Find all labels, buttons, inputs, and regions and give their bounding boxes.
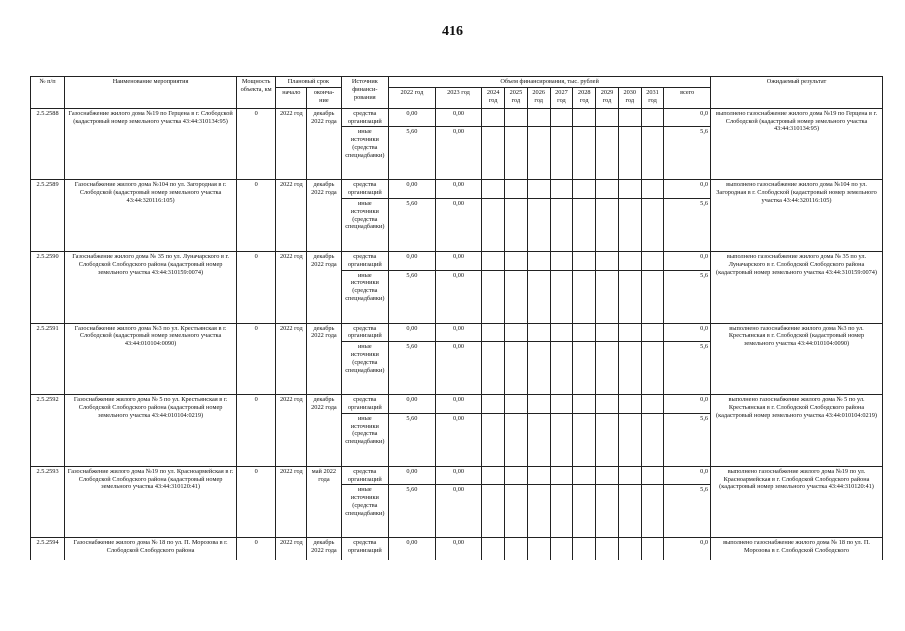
row-name: Газоснабжение жилого дома № 18 по ул. П. Морозова в г. Слободской Слободского района	[65, 538, 237, 560]
row-capacity: 0	[236, 466, 275, 538]
row-value-2022: 0,00	[389, 108, 436, 127]
row-capacity: 0	[236, 538, 275, 560]
row-value-empty	[550, 108, 573, 127]
row-source: иные источники (средства спецнадбавки)	[341, 342, 389, 395]
row-value-empty	[482, 251, 505, 270]
row-value-empty	[618, 323, 641, 342]
row-value-empty	[641, 395, 664, 414]
row-value-2023: 0,00	[435, 108, 482, 127]
row-value-empty	[596, 198, 619, 251]
row-value-empty	[573, 395, 596, 414]
table-row	[31, 180, 883, 199]
row-source: средства организаций	[341, 466, 389, 485]
row-value-empty	[573, 323, 596, 342]
col-year-header: 2026 год	[527, 87, 550, 108]
row-result: выполнено газоснабжение жилого дома №3 по ул. Крестьянская в г. Слободской (кадастровый номер земельного участка 43:44:010104:0090)	[711, 323, 883, 395]
row-value-empty	[618, 270, 641, 323]
row-value-empty	[505, 270, 528, 323]
row-result: выполнено газоснабжение жилого дома №19 по ул. Красноармейская в г. Слободской Слободского района (кадастровый номер земельного участка 43:44:310120:41)	[711, 466, 883, 538]
row-value-empty	[618, 198, 641, 251]
row-value-empty	[527, 395, 550, 414]
row-total: 5,6	[664, 127, 711, 180]
col-capacity-header: Мощность объекта, км	[236, 77, 275, 109]
row-value-empty	[573, 485, 596, 538]
row-value-empty	[573, 270, 596, 323]
row-value-2022: 5,60	[389, 198, 436, 251]
row-value-empty	[641, 323, 664, 342]
row-value-empty	[527, 323, 550, 342]
row-value-empty	[618, 466, 641, 485]
row-source: средства организаций	[341, 180, 389, 199]
col-name-header: Наименование мероприятия	[65, 77, 237, 109]
row-source: иные источники (средства спецнадбавки)	[341, 485, 389, 538]
row-value-empty	[550, 270, 573, 323]
row-value-empty	[596, 180, 619, 199]
row-value-empty	[550, 466, 573, 485]
row-total: 0,0	[664, 466, 711, 485]
row-name: Газоснабжение жилого дома №104 по ул. Загородная в г. Слободской (кадастровый номер земельного участка 43:44:320116:105)	[65, 180, 237, 252]
row-value-empty	[527, 198, 550, 251]
row-start: 2022 год	[276, 466, 307, 538]
row-value-empty	[641, 466, 664, 485]
row-source: средства организаций	[341, 323, 389, 342]
col-year-header: 2022 год	[389, 87, 436, 108]
row-source: иные источники (средства спецнадбавки)	[341, 413, 389, 466]
row-value-empty	[550, 342, 573, 395]
row-value-2022: 0,00	[389, 538, 436, 560]
row-value-empty	[482, 466, 505, 485]
row-value-2022: 0,00	[389, 395, 436, 414]
table-row	[31, 108, 883, 127]
row-value-2022: 5,60	[389, 342, 436, 395]
row-value-2022: 0,00	[389, 251, 436, 270]
row-total: 0,0	[664, 538, 711, 560]
row-value-empty	[596, 342, 619, 395]
row-value-empty	[573, 538, 596, 560]
row-value-empty	[527, 270, 550, 323]
row-source: средства организаций	[341, 251, 389, 270]
row-start: 2022 год	[276, 108, 307, 180]
row-value-empty	[641, 270, 664, 323]
row-end: декабрь 2022 года	[307, 323, 341, 395]
row-capacity: 0	[236, 251, 275, 323]
row-value-empty	[550, 395, 573, 414]
row-source: иные источники (средства спецнадбавки)	[341, 127, 389, 180]
row-value-empty	[527, 180, 550, 199]
row-value-empty	[505, 108, 528, 127]
row-value-empty	[550, 413, 573, 466]
row-number: 2.5.2591	[31, 323, 65, 395]
row-value-empty	[505, 342, 528, 395]
row-value-empty	[550, 180, 573, 199]
row-value-empty	[550, 127, 573, 180]
row-value-empty	[596, 395, 619, 414]
row-value-empty	[527, 251, 550, 270]
row-capacity: 0	[236, 323, 275, 395]
row-value-empty	[596, 108, 619, 127]
row-value-2023: 0,00	[435, 127, 482, 180]
row-total: 0,0	[664, 108, 711, 127]
row-value-2022: 0,00	[389, 180, 436, 199]
funding-table-sheet	[30, 76, 883, 560]
row-value-2023: 0,00	[435, 270, 482, 323]
col-year-header: 2031 год	[641, 87, 664, 108]
row-value-empty	[550, 198, 573, 251]
row-total: 5,6	[664, 413, 711, 466]
row-value-2023: 0,00	[435, 198, 482, 251]
row-value-empty	[641, 413, 664, 466]
row-capacity: 0	[236, 108, 275, 180]
row-value-2022: 0,00	[389, 466, 436, 485]
row-total: 5,6	[664, 270, 711, 323]
row-end: май 2022 года	[307, 466, 341, 538]
row-value-empty	[482, 180, 505, 199]
row-value-empty	[527, 485, 550, 538]
row-number: 2.5.2588	[31, 108, 65, 180]
row-value-empty	[527, 538, 550, 560]
row-end: декабрь 2022 года	[307, 538, 341, 560]
row-value-empty	[596, 538, 619, 560]
row-value-empty	[641, 198, 664, 251]
row-name: Газоснабжение жилого дома №19 по Герцена в г. Слободской (кадастровый номер земельного участка 43:44:310134:95)	[65, 108, 237, 180]
row-capacity: 0	[236, 180, 275, 252]
row-value-2023: 0,00	[435, 342, 482, 395]
row-result: выполнено газоснабжение жилого дома №104 по ул. Загородная в г. Слободской (кадастровый номер земельного участка 43:44:320116:105)	[711, 180, 883, 252]
table-row	[31, 466, 883, 485]
row-value-empty	[618, 251, 641, 270]
table-row	[31, 395, 883, 414]
col-total-header: всего	[664, 87, 711, 108]
col-plan-term-header: Плановый срок	[276, 77, 341, 88]
row-number: 2.5.2593	[31, 466, 65, 538]
col-year-header: 2028 год	[573, 87, 596, 108]
row-end: декабрь 2022 года	[307, 395, 341, 467]
row-value-empty	[505, 251, 528, 270]
row-value-2023: 0,00	[435, 180, 482, 199]
col-num-header: № п/п	[31, 77, 65, 109]
row-name: Газоснабжение жилого дома № 35 по ул. Луначарского в г. Слободской Слободского района (кадастровый номер земельного участка 43:44:310159:0074)	[65, 251, 237, 323]
row-name: Газоснабжение жилого дома № 5 по ул. Крестьянская в г. Слободской Слободского района (кадастровый номер земельного участка 43:44:010104:0219)	[65, 395, 237, 467]
row-value-empty	[482, 127, 505, 180]
row-value-empty	[573, 413, 596, 466]
row-value-empty	[618, 413, 641, 466]
row-value-empty	[641, 180, 664, 199]
col-funding-volume-header: Объем финансирования, тыс. рублей	[389, 77, 711, 88]
row-value-empty	[596, 323, 619, 342]
row-value-empty	[505, 413, 528, 466]
row-total: 5,6	[664, 342, 711, 395]
row-value-empty	[527, 108, 550, 127]
row-value-empty	[618, 342, 641, 395]
row-value-empty	[527, 466, 550, 485]
row-start: 2022 год	[276, 251, 307, 323]
row-value-empty	[573, 466, 596, 485]
row-value-empty	[596, 466, 619, 485]
row-value-empty	[505, 485, 528, 538]
row-value-empty	[573, 251, 596, 270]
row-value-2022: 5,60	[389, 413, 436, 466]
row-value-empty	[550, 251, 573, 270]
row-total: 0,0	[664, 395, 711, 414]
row-value-2022: 5,60	[389, 485, 436, 538]
col-year-header: 2030 год	[618, 87, 641, 108]
row-value-empty	[641, 108, 664, 127]
row-value-empty	[596, 127, 619, 180]
col-year-header: 2023 год	[435, 87, 482, 108]
row-result: выполнено газоснабжение жилого дома №19 по Герцена в г. Слободской (кадастровый номер земельного участка 43:44:310134:95)	[711, 108, 883, 180]
row-value-2022: 5,60	[389, 270, 436, 323]
row-start: 2022 год	[276, 180, 307, 252]
row-value-empty	[618, 395, 641, 414]
row-value-empty	[641, 251, 664, 270]
row-value-empty	[618, 127, 641, 180]
table-header	[31, 77, 883, 109]
col-year-header: 2024 год	[482, 87, 505, 108]
row-result: выполнено газоснабжение жилого дома № 18 по ул. П. Морозова в г. Слободской Слободского	[711, 538, 883, 560]
row-source: средства организаций	[341, 538, 389, 560]
row-capacity: 0	[236, 395, 275, 467]
row-number: 2.5.2594	[31, 538, 65, 560]
row-value-empty	[505, 395, 528, 414]
row-name: Газоснабжение жилого дома №3 по ул. Крестьянская в г. Слободской (кадастровый номер земельного участка 43:44:010104:0090)	[65, 323, 237, 395]
row-value-empty	[505, 198, 528, 251]
row-total: 0,0	[664, 180, 711, 199]
row-value-empty	[505, 127, 528, 180]
row-value-empty	[618, 180, 641, 199]
row-value-empty	[573, 198, 596, 251]
row-value-empty	[505, 466, 528, 485]
funding-table	[30, 76, 883, 560]
row-number: 2.5.2592	[31, 395, 65, 467]
row-value-empty	[505, 323, 528, 342]
row-value-empty	[618, 485, 641, 538]
row-value-empty	[482, 413, 505, 466]
row-value-empty	[596, 413, 619, 466]
row-value-empty	[641, 538, 664, 560]
row-number: 2.5.2590	[31, 251, 65, 323]
table-row	[31, 251, 883, 270]
row-value-empty	[641, 127, 664, 180]
page-number: 416	[442, 24, 463, 39]
row-value-empty	[482, 198, 505, 251]
row-value-empty	[482, 395, 505, 414]
row-result: выполнено газоснабжение жилого дома № 5 по ул. Крестьянская в г. Слободской Слободского района (кадастровый номер земельного участка 43:44:010104:0219)	[711, 395, 883, 467]
row-value-empty	[505, 180, 528, 199]
row-value-empty	[596, 270, 619, 323]
row-total: 0,0	[664, 251, 711, 270]
row-value-2022: 0,00	[389, 323, 436, 342]
row-value-empty	[641, 342, 664, 395]
row-source: иные источники (средства спецнадбавки)	[341, 198, 389, 251]
row-value-2023: 0,00	[435, 395, 482, 414]
row-value-empty	[550, 323, 573, 342]
row-number: 2.5.2589	[31, 180, 65, 252]
row-start: 2022 год	[276, 323, 307, 395]
col-end-header: оконча-ние	[307, 87, 341, 108]
row-value-empty	[482, 108, 505, 127]
row-value-empty	[527, 413, 550, 466]
row-total: 5,6	[664, 198, 711, 251]
row-source: средства организаций	[341, 395, 389, 414]
row-value-empty	[505, 538, 528, 560]
row-value-2022: 5,60	[389, 127, 436, 180]
row-result: выполнено газоснабжение жилого дома № 35 по ул. Луначарского в г. Слободской Слободского района (кадастровый номер земельного участка 43:44:310159:0074)	[711, 251, 883, 323]
row-source: средства организаций	[341, 108, 389, 127]
row-value-2023: 0,00	[435, 251, 482, 270]
row-name: Газоснабжение жилого дома №19 по ул. Красноармейская в г. Слободской Слободского района (кадастровый номер земельного участка 43:44:310120:41)	[65, 466, 237, 538]
table-row	[31, 323, 883, 342]
row-value-empty	[482, 485, 505, 538]
row-end: декабрь 2022 года	[307, 180, 341, 252]
row-value-empty	[482, 323, 505, 342]
row-value-empty	[482, 538, 505, 560]
table-body	[31, 108, 883, 560]
row-value-empty	[527, 127, 550, 180]
row-total: 0,0	[664, 323, 711, 342]
row-value-empty	[596, 251, 619, 270]
col-year-header: 2025 год	[505, 87, 528, 108]
row-value-2023: 0,00	[435, 413, 482, 466]
row-value-empty	[641, 485, 664, 538]
row-end: декабрь 2022 года	[307, 251, 341, 323]
row-value-empty	[618, 538, 641, 560]
col-start-header: начало	[276, 87, 307, 108]
col-result-header: Ожидаемый результат	[711, 77, 883, 109]
col-year-header: 2029 год	[596, 87, 619, 108]
row-value-empty	[618, 108, 641, 127]
row-value-empty	[482, 342, 505, 395]
row-total: 5,6	[664, 485, 711, 538]
row-value-empty	[596, 485, 619, 538]
col-year-header: 2027 год	[550, 87, 573, 108]
table-row	[31, 538, 883, 560]
row-start: 2022 год	[276, 538, 307, 560]
row-end: декабрь 2022 года	[307, 108, 341, 180]
row-start: 2022 год	[276, 395, 307, 467]
row-value-2023: 0,00	[435, 485, 482, 538]
row-value-2023: 0,00	[435, 323, 482, 342]
row-value-2023: 0,00	[435, 538, 482, 560]
row-source: иные источники (средства спецнадбавки)	[341, 270, 389, 323]
row-value-empty	[573, 127, 596, 180]
row-value-empty	[573, 342, 596, 395]
row-value-empty	[527, 342, 550, 395]
row-value-empty	[573, 180, 596, 199]
row-value-empty	[573, 108, 596, 127]
row-value-2023: 0,00	[435, 466, 482, 485]
col-source-header: Источник финанси-рования	[341, 77, 389, 109]
row-value-empty	[482, 270, 505, 323]
row-value-empty	[550, 538, 573, 560]
row-value-empty	[550, 485, 573, 538]
